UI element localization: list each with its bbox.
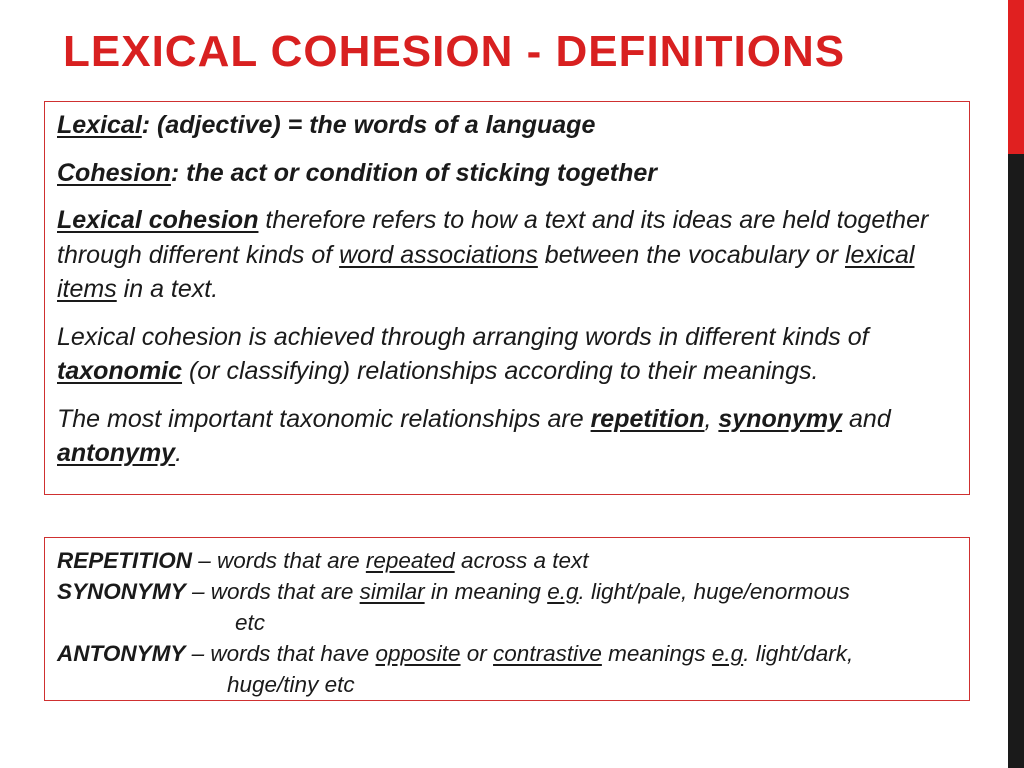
term-opposite: opposite (375, 641, 461, 666)
definition-cohesion-text: : the act or condition of sticking together (170, 158, 658, 187)
text-segment: Lexical cohesion is achieved through arranging words in different kinds of (57, 322, 869, 351)
side-accent-bar-dark (1008, 154, 1024, 768)
text-segment: in a text. (116, 275, 219, 303)
text-segment: The most important taxonomic relationships are (57, 404, 591, 433)
example-synonymy (57, 576, 957, 607)
example-antonymy-continuation: huge/tiny etc (227, 672, 355, 697)
paragraph-taxonomic (57, 320, 957, 389)
text-segment: . (175, 439, 183, 467)
definitions-box (44, 101, 970, 495)
definition-cohesion (57, 156, 957, 191)
example-antonymy (57, 638, 957, 669)
slide-title: LEXICAL COHESION - DEFINITIONS (63, 27, 846, 76)
paragraph-lexical-cohesion (57, 203, 957, 307)
term-taxonomic: taxonomic (57, 357, 183, 385)
term-lexical: Lexical (57, 111, 142, 139)
text-segment: and (842, 404, 891, 433)
example-repetition (57, 545, 957, 576)
text-segment: between the vocabulary or (537, 240, 845, 269)
term-antonymy-heading: ANTONYMY (57, 641, 186, 666)
term-repetition: repetition (590, 404, 705, 433)
text-segment: . light/dark, (743, 641, 854, 666)
text-segment: – words that have (185, 641, 376, 666)
text-segment: (or classifying) relationships according to their meanings. (182, 357, 819, 385)
text-segment: . light/pale, huge/enormous (578, 579, 850, 604)
text-segment: or (460, 641, 494, 666)
term-lexical-items: lexical items (57, 240, 915, 303)
text-segment: meanings (601, 641, 712, 666)
term-synonymy-heading: SYNONYMY (57, 579, 186, 604)
text-segment: across a text (454, 548, 589, 573)
text-segment: , (704, 404, 719, 433)
term-lexical-cohesion: Lexical cohesion (57, 206, 259, 234)
definition-lexical-text: : (adjective) = the words of a language (141, 111, 596, 139)
text-segment: therefore refers to how a text and its ideas are held together through different kinds of (57, 206, 929, 269)
definition-lexical (57, 108, 957, 143)
side-accent-bar-red (1008, 0, 1024, 154)
term-antonymy: antonymy (57, 439, 176, 467)
term-eg: e.g (547, 579, 579, 604)
text-segment: – words that are (192, 548, 366, 573)
term-similar: similar (359, 579, 425, 604)
text-segment: – words that are (185, 579, 360, 604)
term-contrastive: contrastive (493, 641, 602, 666)
term-eg: e.g (711, 641, 744, 666)
term-synonymy: synonymy (718, 404, 843, 433)
examples-box (44, 537, 970, 701)
term-repetition-heading: REPETITION (57, 548, 193, 573)
term-repeated: repeated (365, 548, 455, 573)
example-synonymy-continuation: etc (235, 610, 266, 635)
term-cohesion: Cohesion (57, 158, 171, 187)
term-word-associations: word associations (339, 240, 538, 269)
text-segment: in meaning (424, 579, 548, 604)
paragraph-relationships (57, 402, 957, 471)
